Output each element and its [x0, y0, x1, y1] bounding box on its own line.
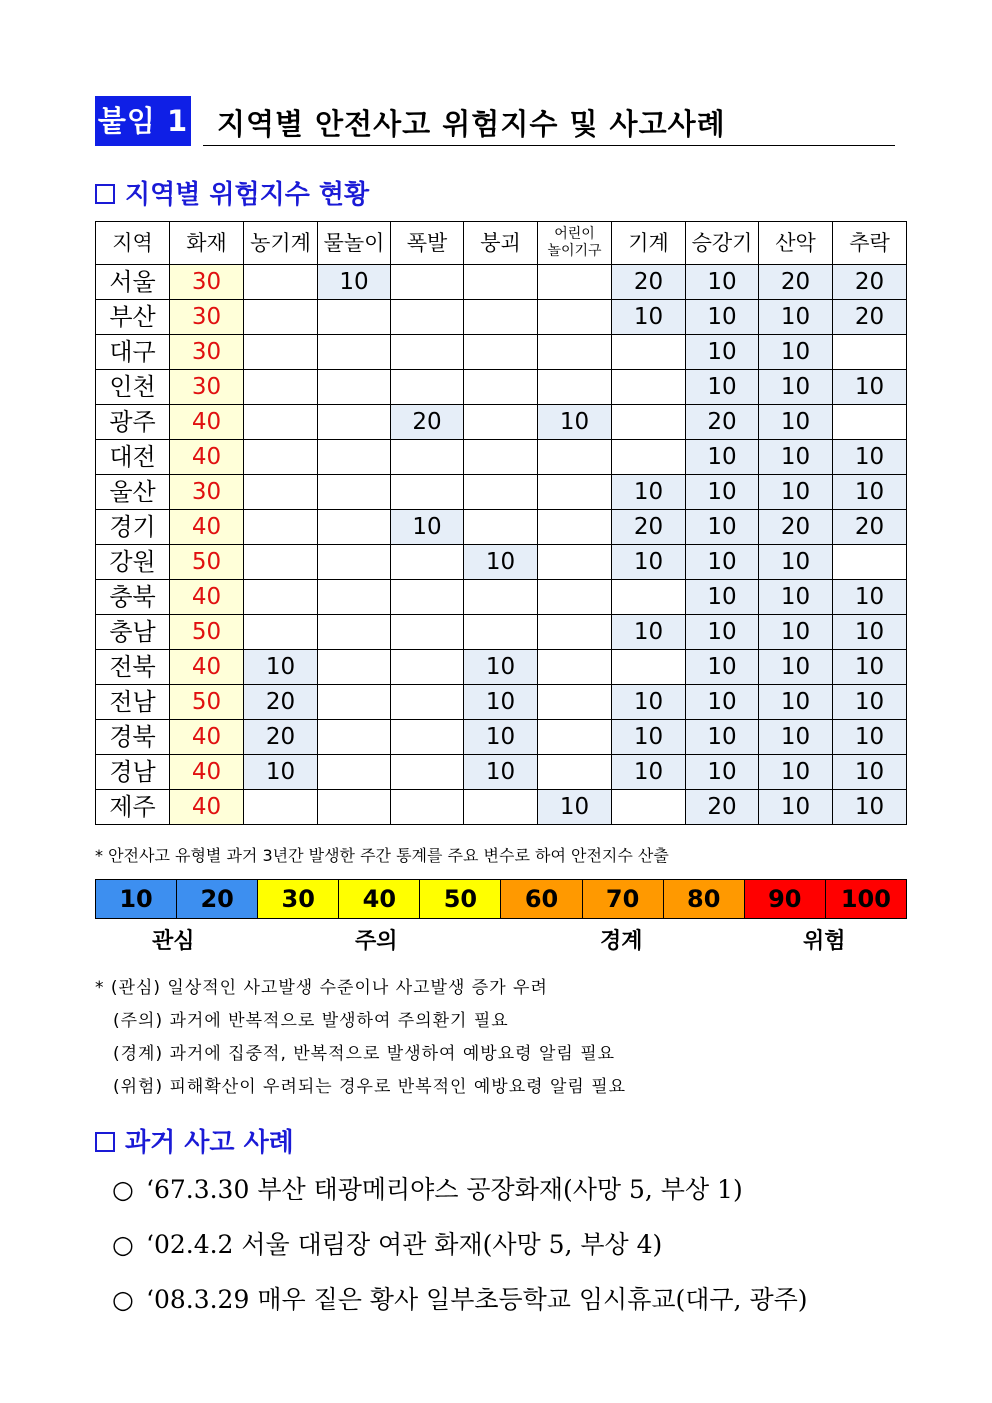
- table-cell: 10: [759, 300, 833, 335]
- table-cell: 10: [686, 265, 759, 300]
- table-cell: 10: [244, 755, 318, 790]
- table-cell: [318, 300, 391, 335]
- fire-cell: 40: [170, 440, 244, 475]
- table-cell: [538, 615, 612, 650]
- checkbox-square-icon: [95, 1132, 115, 1152]
- table-cell: [538, 370, 612, 405]
- level-label-2: 경계: [600, 929, 643, 954]
- table-cell: [244, 370, 318, 405]
- table-cell: 10: [759, 545, 833, 580]
- table-header-row: [96, 222, 907, 265]
- table-cell: [244, 335, 318, 370]
- table-cell: [318, 335, 391, 370]
- table-cell: 10: [833, 755, 907, 790]
- table-row: [96, 650, 907, 685]
- table-cell: 10: [686, 370, 759, 405]
- level-label-0: 관심: [152, 929, 195, 954]
- table-cell: [391, 685, 464, 720]
- table-cell: [538, 580, 612, 615]
- table-cell: 10: [464, 545, 538, 580]
- table-cell: [244, 300, 318, 335]
- table-cell: 10: [759, 475, 833, 510]
- table-cell: [244, 510, 318, 545]
- region-cell: 대구: [96, 335, 170, 370]
- scale-step: 30: [258, 880, 339, 918]
- scale-step: 100: [826, 880, 906, 918]
- legend-line: (경계) 과거에 집중적, 반복적으로 발생하여 예방요령 알림 필요: [113, 1044, 616, 1064]
- table-row: [96, 335, 907, 370]
- title-row: [95, 96, 895, 148]
- page-title: 지역별 안전사고 위험지수 및 사고사례: [217, 107, 726, 141]
- table-cell: 20: [686, 790, 759, 825]
- table-cell: 10: [318, 265, 391, 300]
- attachment-badge: 붙임 1: [95, 96, 191, 146]
- table-cell: [612, 405, 686, 440]
- table-cell: [391, 475, 464, 510]
- table-cell: 20: [612, 265, 686, 300]
- table-cell: 20: [686, 405, 759, 440]
- column-header: 붕괴: [464, 222, 538, 265]
- section-heading-text: 지역별 위험지수 현황: [125, 180, 370, 210]
- section-heading-cases: [95, 1122, 294, 1159]
- region-cell: 대전: [96, 440, 170, 475]
- region-cell: 인천: [96, 370, 170, 405]
- table-cell: [318, 475, 391, 510]
- table-cell: [464, 265, 538, 300]
- region-cell: 울산: [96, 475, 170, 510]
- table-cell: 10: [833, 615, 907, 650]
- table-cell: [244, 580, 318, 615]
- table-cell: [391, 755, 464, 790]
- table-cell: 10: [833, 685, 907, 720]
- region-cell: 부산: [96, 300, 170, 335]
- fire-cell: 30: [170, 475, 244, 510]
- table-cell: [464, 370, 538, 405]
- case-text: ‘08.3.29 매우 짙은 황사 일부초등학교 임시휴교(대구, 광주): [146, 1285, 808, 1314]
- table-cell: 10: [464, 650, 538, 685]
- region-cell: 제주: [96, 790, 170, 825]
- table-cell: [244, 440, 318, 475]
- table-cell: 10: [759, 720, 833, 755]
- column-header: 기계: [612, 222, 686, 265]
- fire-cell: 40: [170, 510, 244, 545]
- region-cell: 경남: [96, 755, 170, 790]
- case-item: [112, 1170, 808, 1225]
- fire-cell: 50: [170, 545, 244, 580]
- table-cell: [244, 405, 318, 440]
- level-label-3: 위험: [803, 929, 846, 954]
- fire-cell: 40: [170, 580, 244, 615]
- table-cell: 10: [833, 580, 907, 615]
- table-cell: [391, 440, 464, 475]
- table-cell: [391, 370, 464, 405]
- table-cell: [538, 335, 612, 370]
- region-cell: 전북: [96, 650, 170, 685]
- table-cell: 10: [759, 615, 833, 650]
- table-cell: [318, 720, 391, 755]
- case-text: ‘67.3.30 부산 태광메리야스 공장화재(사망 5, 부상 1): [146, 1175, 743, 1204]
- table-cell: [464, 580, 538, 615]
- table-cell: 20: [244, 685, 318, 720]
- case-item: [112, 1280, 808, 1335]
- table-cell: [612, 440, 686, 475]
- table-row: [96, 580, 907, 615]
- table-row: [96, 685, 907, 720]
- table-cell: [538, 685, 612, 720]
- circle-bullet-icon: ○: [112, 1230, 134, 1259]
- column-header: [538, 222, 612, 265]
- table-row: [96, 510, 907, 545]
- table-cell: [391, 790, 464, 825]
- table-cell: 10: [833, 475, 907, 510]
- title-underline: [203, 145, 895, 146]
- scale-step: 40: [339, 880, 420, 918]
- column-header: 승강기: [686, 222, 759, 265]
- table-cell: 10: [538, 405, 612, 440]
- fire-cell: 40: [170, 405, 244, 440]
- table-cell: [538, 650, 612, 685]
- table-cell: [318, 650, 391, 685]
- table-cell: 20: [612, 510, 686, 545]
- table-cell: 10: [759, 370, 833, 405]
- table-cell: 10: [833, 650, 907, 685]
- table-cell: [391, 265, 464, 300]
- circle-bullet-icon: ○: [112, 1175, 134, 1204]
- table-cell: [391, 580, 464, 615]
- table-cell: [612, 370, 686, 405]
- section-heading-risk: [95, 174, 369, 211]
- level-legend: [95, 972, 626, 1104]
- table-cell: [244, 475, 318, 510]
- column-header: 추락: [833, 222, 907, 265]
- table-cell: [464, 405, 538, 440]
- table-cell: 10: [759, 685, 833, 720]
- table-cell: [391, 615, 464, 650]
- table-cell: 10: [612, 545, 686, 580]
- scale-step: 50: [420, 880, 501, 918]
- table-row: [96, 440, 907, 475]
- region-cell: 광주: [96, 405, 170, 440]
- table-cell: [833, 545, 907, 580]
- region-cell: 충북: [96, 580, 170, 615]
- table-cell: 10: [464, 720, 538, 755]
- table-cell: 10: [686, 475, 759, 510]
- table-cell: [612, 335, 686, 370]
- table-cell: 10: [833, 790, 907, 825]
- table-cell: 20: [759, 265, 833, 300]
- section-heading-text: 과거 사고 사례: [125, 1128, 294, 1158]
- table-cell: 10: [686, 685, 759, 720]
- table-cell: 10: [686, 755, 759, 790]
- table-cell: [538, 265, 612, 300]
- table-cell: [464, 335, 538, 370]
- table-cell: [464, 300, 538, 335]
- table-cell: 10: [759, 335, 833, 370]
- table-cell: [464, 475, 538, 510]
- table-cell: 10: [833, 440, 907, 475]
- table-cell: 10: [833, 370, 907, 405]
- table-cell: [391, 335, 464, 370]
- table-cell: 10: [686, 510, 759, 545]
- scale-step: 90: [745, 880, 826, 918]
- table-cell: [318, 405, 391, 440]
- table-cell: [318, 755, 391, 790]
- table-cell: [538, 755, 612, 790]
- risk-scale-bar: [95, 879, 907, 919]
- table-cell: [318, 580, 391, 615]
- table-row: [96, 370, 907, 405]
- table-row: [96, 300, 907, 335]
- table-cell: [318, 615, 391, 650]
- table-row: [96, 615, 907, 650]
- fire-cell: 30: [170, 335, 244, 370]
- table-cell: [833, 405, 907, 440]
- table-row: [96, 475, 907, 510]
- table-cell: [464, 790, 538, 825]
- table-cell: 10: [686, 650, 759, 685]
- table-cell: 10: [464, 755, 538, 790]
- table-cell: [464, 440, 538, 475]
- table-cell: [318, 370, 391, 405]
- legend-line: (위험) 피해확산이 우려되는 경우로 반복적인 예방요령 알림 필요: [113, 1077, 627, 1097]
- table-cell: 10: [391, 510, 464, 545]
- table-row: [96, 720, 907, 755]
- table-cell: [318, 510, 391, 545]
- region-cell: 경북: [96, 720, 170, 755]
- column-header: 화재: [170, 222, 244, 265]
- table-cell: 10: [759, 650, 833, 685]
- circle-bullet-icon: ○: [112, 1285, 134, 1314]
- table-cell: 10: [686, 580, 759, 615]
- table-cell: [318, 685, 391, 720]
- case-text: ‘02.4.2 서울 대림장 여관 화재(사망 5, 부상 4): [146, 1230, 663, 1259]
- table-cell: 20: [391, 405, 464, 440]
- scale-step: 70: [583, 880, 664, 918]
- column-header: 산악: [759, 222, 833, 265]
- fire-cell: 40: [170, 720, 244, 755]
- table-cell: 10: [686, 440, 759, 475]
- table-row: [96, 545, 907, 580]
- table-cell: 20: [833, 300, 907, 335]
- table-cell: 10: [759, 755, 833, 790]
- column-header: 지역: [96, 222, 170, 265]
- fire-cell: 40: [170, 650, 244, 685]
- fire-cell: 30: [170, 265, 244, 300]
- fire-cell: 40: [170, 755, 244, 790]
- table-row: [96, 755, 907, 790]
- fire-cell: 50: [170, 615, 244, 650]
- table-cell: [538, 545, 612, 580]
- table-note: * 안전사고 유형별 과거 3년간 발생한 주간 통계를 주요 변수로 하여 안전지수 산출: [95, 846, 669, 865]
- table-cell: 20: [759, 510, 833, 545]
- case-list: [112, 1170, 808, 1335]
- table-cell: 10: [759, 580, 833, 615]
- table-cell: [538, 440, 612, 475]
- table-cell: 10: [686, 720, 759, 755]
- scale-step: 20: [177, 880, 258, 918]
- table-cell: 20: [244, 720, 318, 755]
- column-header: 폭발: [391, 222, 464, 265]
- table-cell: [612, 650, 686, 685]
- table-cell: [244, 545, 318, 580]
- table-cell: [391, 650, 464, 685]
- table-cell: [318, 790, 391, 825]
- table-cell: [244, 790, 318, 825]
- table-row: [96, 265, 907, 300]
- column-header-line: 놀이기구: [547, 243, 602, 259]
- region-cell: 강원: [96, 545, 170, 580]
- table-cell: 10: [612, 475, 686, 510]
- legend-line: * (관심) 일상적인 사고발생 수준이나 사고발생 증가 우려: [95, 978, 548, 998]
- risk-index-table: [95, 221, 907, 825]
- region-cell: 서울: [96, 265, 170, 300]
- table-cell: 10: [538, 790, 612, 825]
- table-row: [96, 790, 907, 825]
- fire-cell: 30: [170, 370, 244, 405]
- table-cell: 10: [686, 615, 759, 650]
- level-label-1: 주의: [355, 929, 398, 954]
- table-cell: 10: [686, 300, 759, 335]
- table-cell: 10: [759, 440, 833, 475]
- table-cell: 20: [833, 265, 907, 300]
- table-cell: [538, 510, 612, 545]
- checkbox-square-icon: [95, 184, 115, 204]
- table-cell: [464, 615, 538, 650]
- fire-cell: 30: [170, 300, 244, 335]
- region-cell: 경기: [96, 510, 170, 545]
- table-cell: [464, 510, 538, 545]
- table-cell: [612, 790, 686, 825]
- table-cell: [833, 335, 907, 370]
- table-cell: [244, 265, 318, 300]
- table-cell: [538, 475, 612, 510]
- table-cell: 10: [464, 685, 538, 720]
- table-cell: [318, 545, 391, 580]
- table-cell: 20: [833, 510, 907, 545]
- table-cell: [391, 300, 464, 335]
- table-cell: [391, 545, 464, 580]
- table-cell: 10: [612, 615, 686, 650]
- table-cell: 10: [612, 300, 686, 335]
- scale-step: 10: [96, 880, 177, 918]
- table-cell: [538, 300, 612, 335]
- table-cell: 10: [833, 720, 907, 755]
- region-cell: 전남: [96, 685, 170, 720]
- table-cell: 10: [759, 790, 833, 825]
- column-header-line: 어린이: [554, 226, 595, 242]
- fire-cell: 40: [170, 790, 244, 825]
- scale-step: 80: [664, 880, 745, 918]
- table-cell: 10: [244, 650, 318, 685]
- table-cell: 10: [612, 755, 686, 790]
- region-cell: 충남: [96, 615, 170, 650]
- table-cell: 10: [686, 545, 759, 580]
- table-cell: [318, 440, 391, 475]
- table-row: [96, 405, 907, 440]
- table-cell: 10: [759, 405, 833, 440]
- fire-cell: 50: [170, 685, 244, 720]
- scale-step: 60: [501, 880, 582, 918]
- table-cell: [538, 720, 612, 755]
- case-item: [112, 1225, 808, 1280]
- table-cell: 10: [612, 685, 686, 720]
- column-header: 물놀이: [318, 222, 391, 265]
- table-cell: [612, 580, 686, 615]
- legend-line: (주의) 과거에 반복적으로 발생하여 주의환기 필요: [113, 1011, 509, 1031]
- table-cell: [244, 615, 318, 650]
- table-cell: [391, 720, 464, 755]
- column-header: 농기계: [244, 222, 318, 265]
- table-cell: 10: [686, 335, 759, 370]
- table-cell: 10: [612, 720, 686, 755]
